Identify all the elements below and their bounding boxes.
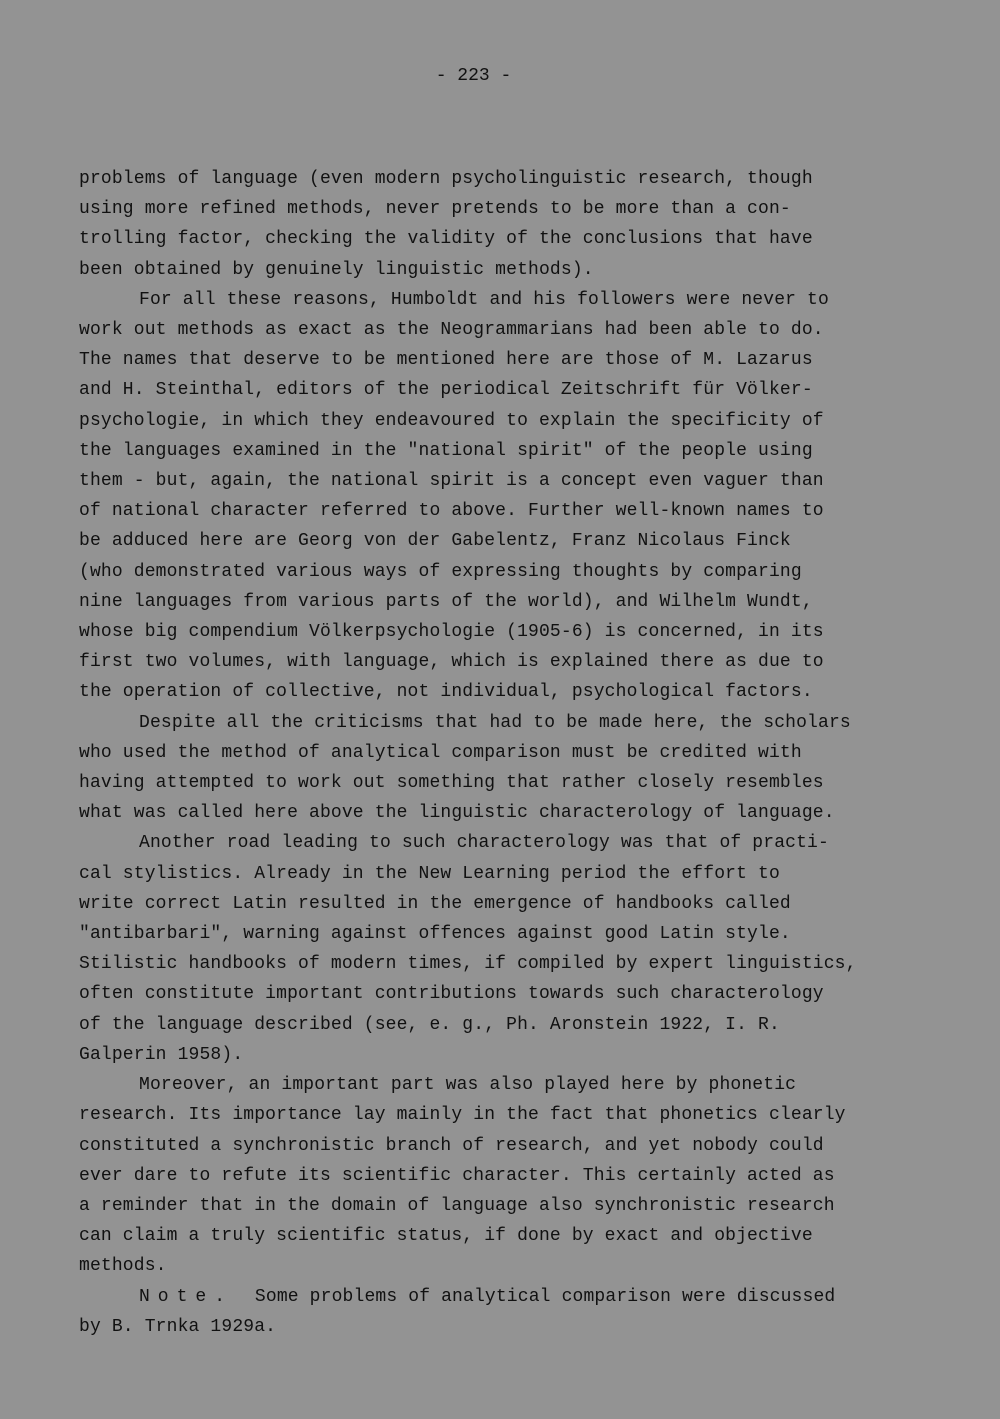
- text-line: cal stylistics. Already in the New Learning period the effort to: [79, 863, 780, 884]
- paragraph-2: [79, 285, 959, 708]
- text-line: For all these reasons, Humboldt and his followers were never to: [139, 289, 829, 310]
- text-line: Galperin 1958).: [79, 1044, 244, 1065]
- text-line: a reminder that in the domain of language also synchronistic research: [79, 1195, 835, 1216]
- note-line: [79, 1282, 959, 1312]
- text-line: been obtained by genuinely linguistic methods).: [79, 259, 594, 280]
- body-text: [79, 164, 959, 1342]
- text-line: trolling factor, checking the validity of the conclusions that have: [79, 229, 813, 250]
- text-line: first two volumes, with language, which is explained there as due to: [79, 652, 824, 673]
- text-line: what was called here above the linguistic characterology of language.: [79, 803, 835, 824]
- text-line: Moreover, an important part was also played here by phonetic: [139, 1075, 797, 1096]
- note-text: Some problems of analytical comparison were discussed: [254, 1286, 836, 1307]
- note: [79, 1282, 959, 1342]
- note-line: by B. Trnka 1929a.: [79, 1316, 277, 1337]
- text-line: research. Its importance lay mainly in the fact that phonetics clearly: [79, 1105, 846, 1126]
- text-line: "antibarbari", warning against offences against good Latin style.: [79, 924, 791, 945]
- text-line: them - but, again, the national spirit is a concept even vaguer than: [79, 471, 824, 492]
- text-line: and H. Steinthal, editors of the periodical Zeitschrift für Völker-: [79, 380, 813, 401]
- note-label: Note.: [139, 1286, 234, 1307]
- text-line: Despite all the criticisms that had to be made here, the scholars: [139, 712, 851, 733]
- text-line: Stilistic handbooks of modern times, if compiled by expert linguistics,: [79, 954, 857, 975]
- text-line: Another road leading to such characterology was that of practi-: [139, 833, 829, 854]
- text-line: who used the method of analytical comparison must be credited with: [79, 742, 802, 763]
- text-line: the languages examined in the "national spirit" of the people using: [79, 440, 813, 461]
- paragraph-5: [79, 1070, 959, 1281]
- text-line: can claim a truly scientific status, if done by exact and objective: [79, 1226, 813, 1247]
- text-line: the operation of collective, not individual, psychological factors.: [79, 682, 813, 703]
- text-line: The names that deserve to be mentioned here are those of M. Lazarus: [79, 350, 813, 371]
- paragraph-1: [79, 164, 959, 285]
- text-line: psychologie, in which they endeavoured to explain the specificity of: [79, 410, 824, 431]
- text-line: of national character referred to above. Further well-known names to: [79, 501, 824, 522]
- text-line: work out methods as exact as the Neogrammarians had been able to do.: [79, 320, 824, 341]
- text-line: nine languages from various parts of the world), and Wilhelm Wundt,: [79, 591, 813, 612]
- text-line: whose big compendium Völkerpsychologie (1905-6) is concerned, in its: [79, 622, 824, 643]
- page-number: - 223 -: [435, 66, 512, 86]
- text-line: using more refined methods, never pretends to be more than a con-: [79, 199, 791, 220]
- text-line: often constitute important contributions towards such characterology: [79, 984, 824, 1005]
- text-line: be adduced here are Georg von der Gabelentz, Franz Nicolaus Finck: [79, 531, 791, 552]
- text-line: constituted a synchronistic branch of research, and yet nobody could: [79, 1135, 824, 1156]
- text-line: (who demonstrated various ways of expressing thoughts by comparing: [79, 561, 802, 582]
- text-line: having attempted to work out something that rather closely resembles: [79, 773, 824, 794]
- text-line: methods.: [79, 1256, 167, 1277]
- text-line: problems of language (even modern psycholinguistic research, though: [79, 169, 813, 189]
- text-line: ever dare to refute its scientific character. This certainly acted as: [79, 1165, 835, 1186]
- paragraph-4: [79, 828, 959, 1070]
- paragraph-3: [79, 708, 959, 829]
- text-line: write correct Latin resulted in the emergence of handbooks called: [79, 893, 791, 914]
- text-line: of the language described (see, e. g., Ph. Aronstein 1922, I. R.: [79, 1014, 780, 1035]
